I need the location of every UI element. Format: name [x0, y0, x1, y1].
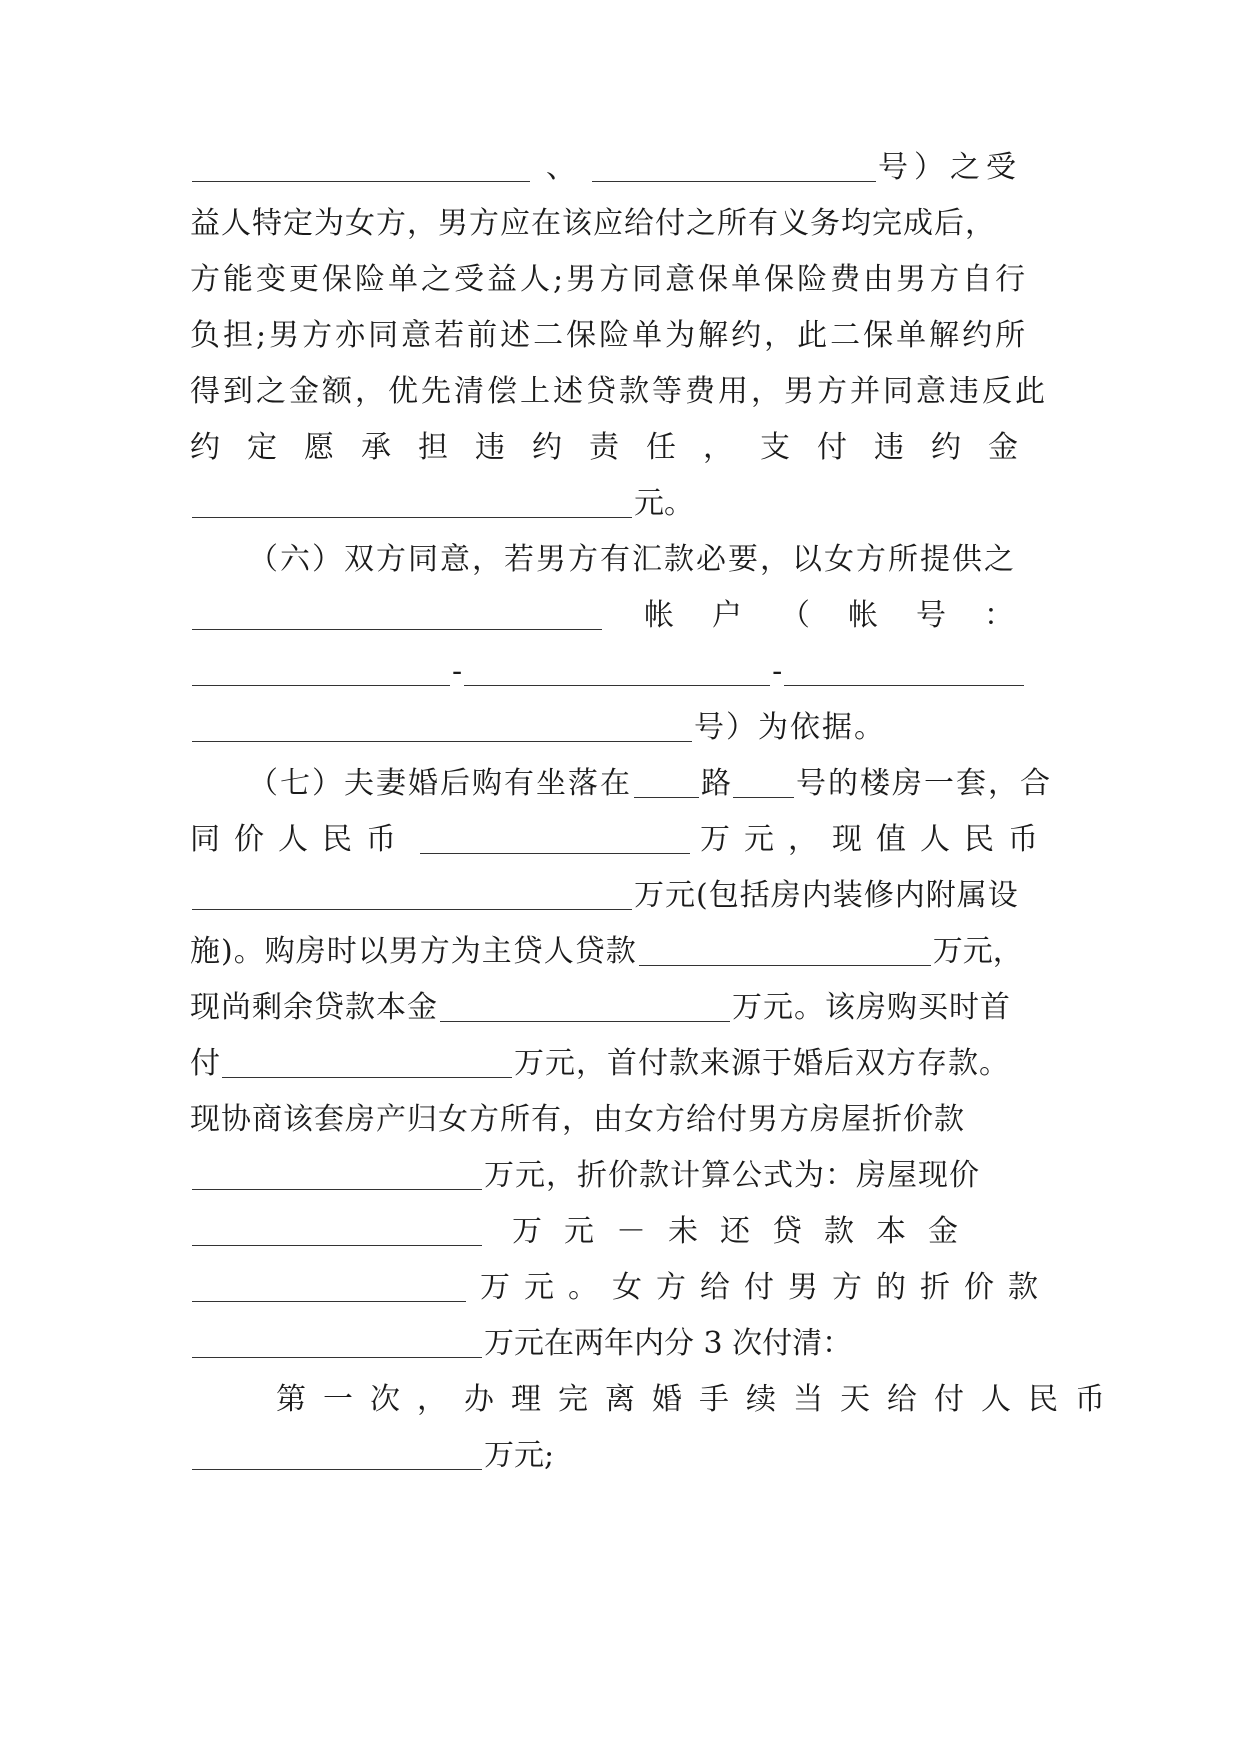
text-line: [190, 932, 1052, 972]
text-line: [190, 316, 1052, 356]
text-span: 帐户（帐号：: [644, 598, 1052, 633]
fill-blank: [592, 155, 876, 182]
text-span: 益人特定为女方，男方应在该应给付之所有义务均完成后，: [190, 206, 996, 241]
fill-blank: [784, 659, 1024, 686]
text-span: -: [772, 654, 783, 689]
text-line: [190, 1100, 1052, 1140]
text-span: （七）夫妻婚后购有坐落在: [248, 766, 632, 801]
text-span: （六）双方同意，若男方有汇款必要，以女方所提供之: [248, 542, 1016, 577]
text-line: [190, 876, 1052, 916]
text-line: [190, 428, 1052, 468]
text-span: 号）之受: [878, 150, 1022, 185]
text-line: [190, 1212, 1052, 1252]
text-line: [190, 1324, 1052, 1364]
text-span: 现尚剩余贷款本金: [190, 990, 438, 1025]
fill-blank: [192, 1331, 482, 1358]
text-span: 万元，: [932, 934, 1023, 969]
text-line: [190, 596, 1052, 636]
text-span: 万元，首付款来源于婚后双方存款。: [514, 1046, 1010, 1081]
text-span: 路: [700, 766, 731, 801]
text-span: 约定愿承担违约责任，支付违约金: [190, 430, 1045, 465]
text-span: -: [452, 654, 463, 689]
text-span: 施)。购房时以男方为主贷人贷款: [190, 934, 637, 969]
text-line: [190, 988, 1052, 1028]
text-line: [190, 148, 1052, 188]
fill-blank: [634, 771, 699, 798]
fill-blank: [440, 995, 730, 1022]
text-span: 元。: [634, 486, 694, 521]
text-span: 号的楼房一套，合: [796, 766, 1052, 801]
text-line: [190, 1436, 1052, 1476]
fill-blank: [222, 1051, 512, 1078]
text-line: [190, 820, 1052, 860]
text-span: 万元，现值人民币: [700, 822, 1052, 857]
text-span: 万元;: [484, 1438, 555, 1473]
fill-blank: [192, 155, 530, 182]
text-line: [190, 484, 1052, 524]
fill-blank: [420, 827, 690, 854]
text-span: 万元。女方给付男方的折价款: [480, 1270, 1052, 1305]
text-span: 号）为依据。: [694, 710, 886, 745]
text-line: [276, 1380, 1122, 1420]
text-span: 负担;男方亦同意若前述二保险单为解约，此二保单解约所: [190, 318, 1029, 353]
fill-blank: [192, 1219, 482, 1246]
text-span: 万元。该房购买时首: [732, 990, 1011, 1025]
fill-blank: [192, 883, 632, 910]
text-span: 得到之金额，优先清偿上述贷款等费用，男方并同意违反此: [190, 374, 1048, 409]
fill-blank: [464, 659, 770, 686]
text-line: [190, 652, 1052, 692]
text-span: 万元－未还贷款本金: [512, 1214, 980, 1249]
text-line: [190, 708, 1052, 748]
text-line: [190, 260, 1052, 300]
fill-blank: [192, 603, 602, 630]
fill-blank: [192, 1443, 482, 1470]
text-span: 现协商该套房产归女方所有，由女方给付男方房屋折价款: [190, 1102, 965, 1137]
text-line: [248, 540, 1052, 580]
text-span: 万元(包括房内装修内附属设: [634, 878, 1019, 913]
text-span: 付: [190, 1046, 220, 1081]
text-span: 万元，折价款计算公式为：房屋现价: [484, 1158, 980, 1193]
fill-blank: [192, 1163, 482, 1190]
fill-blank: [192, 491, 632, 518]
text-line: [190, 372, 1052, 412]
fill-blank: [192, 715, 692, 742]
text-span: 、: [546, 150, 576, 185]
text-span: 同价人民币: [190, 822, 410, 857]
text-line: [248, 764, 1052, 804]
text-span: 第一次，办理完离婚手续当天给付人民币: [276, 1382, 1122, 1417]
text-line: [190, 1044, 1052, 1084]
fill-blank: [192, 659, 450, 686]
text-span: 方能变更保险单之受益人;男方同意保单保险费由男方自行: [190, 262, 1029, 297]
text-line: [190, 204, 1052, 244]
fill-blank: [192, 1275, 466, 1302]
fill-blank: [733, 771, 794, 798]
fill-blank: [639, 939, 931, 966]
text-line: [190, 1156, 1052, 1196]
text-span: 万元在两年内分 3 次付清：: [484, 1326, 853, 1361]
text-line: [190, 1268, 1052, 1308]
